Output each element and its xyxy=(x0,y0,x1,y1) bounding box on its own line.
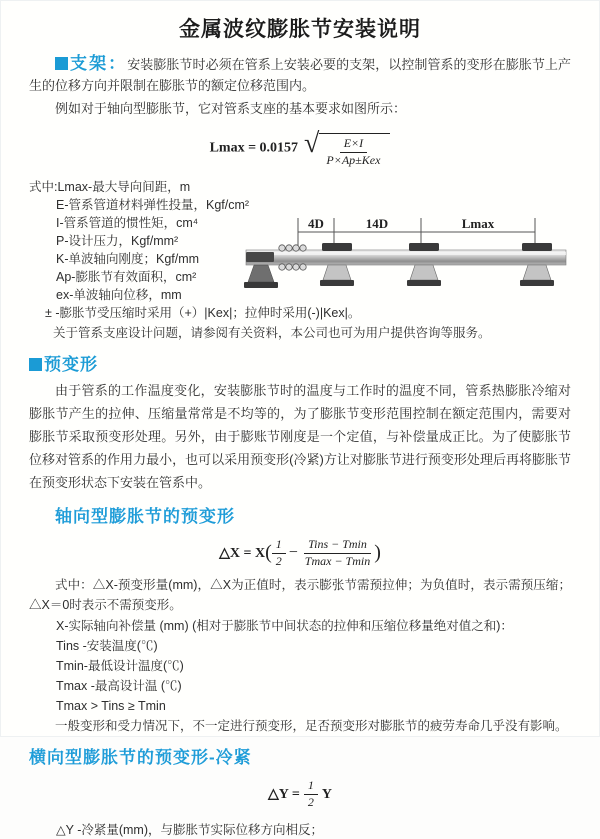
support-section-heading: 支架： xyxy=(70,54,128,73)
close-paren: ) xyxy=(374,541,381,564)
definition-line: K-单波轴向刚度；Kgf/mm xyxy=(56,252,200,267)
lateral-formula xyxy=(29,778,571,810)
pipe-highlight xyxy=(246,252,566,255)
sqrt-radical xyxy=(304,127,390,168)
pipe-support-diagram xyxy=(244,212,598,312)
axial-line: Tins -安装温度(℃) xyxy=(56,639,158,654)
axial-subheading: 轴向型膨胀节的预变形 xyxy=(55,507,235,527)
open-paren: ( xyxy=(265,541,272,564)
axial-line: 式中：△X-预变形量(mm)，△X为正值时，表示膨张节需预拉伸；为负值时，表示需预压缩；△X＝0时表示不需预变形。 xyxy=(29,578,571,613)
lateral-note-line: △Y -冷紧量(mm)，与膨胀节实际位移方向相反； xyxy=(56,822,324,837)
temp-denominator: Tmax − Tmin xyxy=(304,553,371,568)
definition-line: E-管系管道材料弹性投量，Kgf/cm² xyxy=(56,198,250,213)
lmax-fraction xyxy=(322,136,384,168)
radical-sign: √ xyxy=(304,128,320,159)
lateral-subheading: 横向型膨胀节的预变形-冷紧 xyxy=(29,748,252,768)
section-marker-icon xyxy=(29,358,42,371)
lmax-fraction-numerator: E×I xyxy=(340,136,367,153)
axial-line: Tmin-最低设计温度(℃) xyxy=(56,659,184,674)
definition-line: I-管系管道的惯性矩，cm⁴ xyxy=(56,216,199,231)
support-intro-text: 安装膨胀节时必须在管系上安装必要的支架，以控制管系的变形在膨胀节上产生的位移方向并限制在膨胀节的额定位移范围内。 xyxy=(29,57,571,93)
lateral-half-fraction xyxy=(304,778,318,810)
predeform-paragraph: 由于管系的工作温度变化，安装膨胀节时的温度与工作时的温度不同，管系热膨胀冷缩对膨胀节产生的拉伸、压缩量常常是不均等的，为了膨胀节变形范围控制在额定范围内，需要对膨胀节采取预变形处理。另外，由于膨账节刚度是一个定值，与补偿量成正比。为了使膨胀节位移对管系的作用力最小，也可以采用预变形(冷紧)方让对膨胀节进行预变形处理后再将膨胀节在预变形状态下安装在管系中。 xyxy=(29,383,571,491)
predeform-heading-label: 预变形 xyxy=(44,355,98,375)
lmax-formula xyxy=(29,127,571,168)
axial-line: X-实际轴向补偿量 (mm) (相对于膨胀节中间状态的拉伸和压缩位移量绝对值之和)： xyxy=(56,619,513,634)
page-title: 金属波纹膨胀节安装说明 xyxy=(179,18,421,41)
definitions-and-diagram xyxy=(29,178,571,342)
radicand xyxy=(319,133,390,168)
axial-line: Tmax -最高设计温 (℃) xyxy=(56,679,182,694)
support-note-line: 关于管系支座设计问题，请参阅有关资料，本公司也可为用户提供咨询等服务。 xyxy=(53,326,491,341)
lmax-fraction-denominator: P×Ap±Kex xyxy=(326,152,381,167)
definition-line: ex-单波轴向位移，mm xyxy=(56,288,182,303)
support-example-line: 例如对于轴向型膨胀节，它对管系支座的基本要求如图所示： xyxy=(55,101,407,116)
axial-formula xyxy=(29,537,571,569)
definition-line: 式中:Lmax-最大导向间距，m xyxy=(29,180,191,195)
definition-line: P-设计压力，Kgf/mm² xyxy=(56,234,179,249)
dim-label-lmax: Lmax xyxy=(461,216,495,232)
anchor-support xyxy=(244,252,278,288)
lateral-formula-rhs: Y xyxy=(321,787,332,803)
half-denominator: 2 xyxy=(275,553,282,568)
axial-formula-lhs: △X = X xyxy=(219,545,266,561)
dim-label-4d: 4D xyxy=(308,216,324,232)
lmax-formula-lhs: Lmax = 0.0157 xyxy=(209,140,299,156)
half-fraction xyxy=(272,537,286,569)
section-marker-icon xyxy=(55,57,68,70)
definition-line: ± -膨胀节受压缩时采用（+）|Kex|；拉伸时采用(-)|Kex|。 xyxy=(45,306,361,321)
minus-sign: − xyxy=(288,544,298,562)
temp-numerator: Tins − Tmin xyxy=(304,537,371,554)
lateral-numerator: 1 xyxy=(304,778,318,795)
temp-fraction xyxy=(301,537,374,569)
axial-line: 一般变形和受力情况下，不一定进行预变形，足否预变形对膨胀节的疲劳寿命几乎没有影响。 xyxy=(55,719,568,734)
axial-line: Tmax > Tins ≥ Tmin xyxy=(56,699,166,714)
support-paragraph xyxy=(29,53,571,96)
lateral-denominator: 2 xyxy=(307,794,314,809)
half-numerator: 1 xyxy=(272,537,286,554)
definition-line: Ap-膨胀节有效面积，cm² xyxy=(56,270,197,285)
dim-label-14d: 14D xyxy=(365,216,389,232)
predeform-section-heading xyxy=(29,350,571,375)
lateral-formula-lhs: △Y = xyxy=(268,787,300,803)
